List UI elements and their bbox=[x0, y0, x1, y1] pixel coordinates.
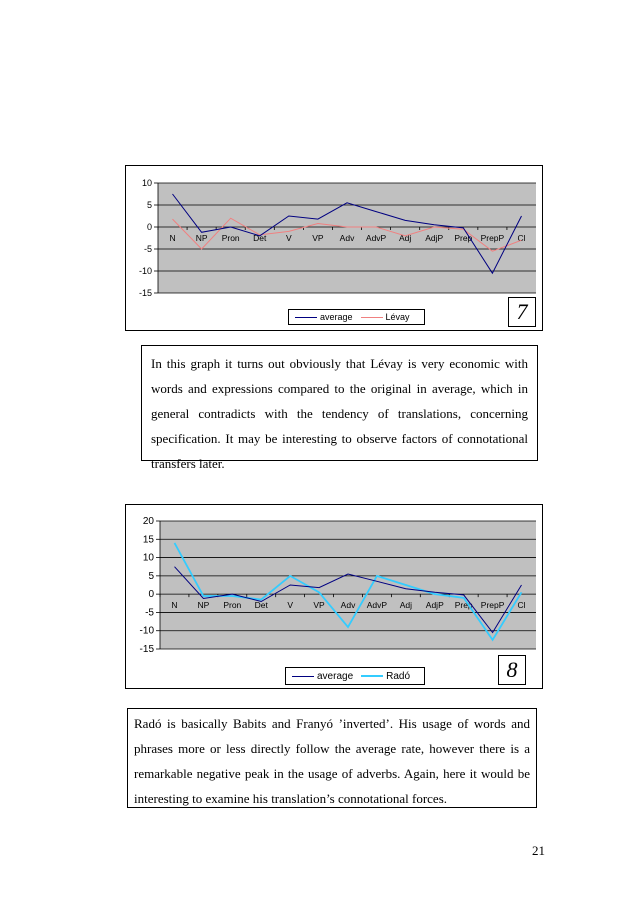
y-tick-label: 10 bbox=[141, 178, 152, 188]
y-tick-label: -15 bbox=[139, 644, 154, 655]
x-tick-label: V bbox=[287, 600, 293, 611]
y-tick-label: 15 bbox=[142, 534, 154, 546]
legend-label-levay: Lévay bbox=[385, 312, 410, 322]
legend-label-rado: Radó bbox=[386, 670, 411, 682]
x-tick-label: Adj bbox=[399, 600, 412, 611]
figure-number-8: 8 bbox=[498, 655, 526, 685]
x-tick-label: AdjP bbox=[425, 233, 444, 243]
x-tick-label: Pron bbox=[223, 600, 242, 611]
legend-label-average-2: average bbox=[317, 670, 354, 682]
x-tick-label: Pron bbox=[221, 233, 240, 243]
x-tick-label: Cl bbox=[517, 233, 526, 243]
legend-item-rado bbox=[361, 671, 410, 682]
legend-swatch-levay bbox=[361, 317, 383, 318]
x-tick-label: PrepP bbox=[480, 600, 505, 611]
x-tick-label: Adv bbox=[340, 600, 356, 611]
x-tick-label: AdjP bbox=[425, 600, 444, 611]
x-tick-label: PrepP bbox=[480, 233, 505, 243]
x-tick-label: Prep bbox=[454, 600, 473, 611]
y-tick-label: 5 bbox=[148, 570, 154, 582]
y-tick-label: 0 bbox=[146, 222, 152, 232]
paragraph-rado: Radó is basically Babits and Franyó ’inverted’. His usage of words and phrases more or less directly follow the average rate, however there is a remarkable negative peak in the usage of adverbs. Again, here it would be interesting to examine his translation’s connotational forces. bbox=[134, 716, 530, 806]
x-tick-label: N bbox=[171, 600, 178, 611]
x-tick-label: Det bbox=[254, 600, 268, 611]
legend-swatch-rado bbox=[361, 675, 383, 677]
chart-frame-7 bbox=[125, 165, 543, 331]
y-tick-label: -5 bbox=[143, 244, 152, 254]
chart-frame-8 bbox=[125, 504, 543, 689]
x-tick-label: AdvP bbox=[366, 600, 388, 611]
figure-number-7: 7 bbox=[508, 297, 536, 327]
x-tick-label: Det bbox=[253, 233, 267, 243]
x-tick-label: Adj bbox=[399, 233, 412, 243]
y-tick-label: -10 bbox=[138, 266, 152, 276]
x-tick-label: VP bbox=[312, 233, 324, 243]
x-tick-label: NP bbox=[195, 233, 208, 243]
chart-legend-7 bbox=[288, 309, 425, 325]
y-tick-label: -5 bbox=[145, 607, 154, 619]
legend-item-levay bbox=[361, 312, 410, 322]
y-tick-label: -15 bbox=[138, 288, 152, 298]
legend-swatch-average bbox=[295, 317, 317, 318]
chart-legend-8 bbox=[285, 667, 425, 685]
legend-item-average-2 bbox=[292, 671, 353, 682]
line-chart-8 bbox=[126, 505, 544, 690]
paragraph-box-1 bbox=[141, 345, 538, 471]
legend-item-average bbox=[295, 312, 353, 322]
x-tick-label: V bbox=[286, 233, 292, 243]
paragraph-box-2 bbox=[127, 708, 537, 808]
x-tick-label: Adv bbox=[339, 233, 355, 243]
y-tick-label: 10 bbox=[142, 552, 154, 564]
y-tick-label: 5 bbox=[146, 200, 152, 210]
x-tick-label: Cl bbox=[517, 600, 526, 611]
x-tick-label: Prep bbox=[454, 233, 473, 243]
x-tick-label: NP bbox=[197, 600, 210, 611]
page-number: 21 bbox=[532, 843, 545, 858]
y-tick-label: 0 bbox=[148, 589, 154, 601]
x-tick-label: VP bbox=[313, 600, 325, 611]
y-tick-label: -10 bbox=[139, 625, 154, 637]
y-tick-label: 20 bbox=[142, 516, 154, 527]
paragraph-levay: In this graph it turns out obviously that Lévay is very economic with words and expressions compared to the original in average, which in general contradicts with the tendency of translations, concerning specification. It may be interesting to observe factors of connotational transfers later. bbox=[151, 356, 528, 471]
legend-swatch-average-2 bbox=[292, 676, 314, 677]
x-tick-label: AdvP bbox=[365, 233, 387, 243]
plot-area bbox=[160, 521, 536, 649]
line-chart-7 bbox=[126, 166, 544, 332]
legend-label-average: average bbox=[320, 312, 353, 322]
x-tick-label: N bbox=[169, 233, 176, 243]
